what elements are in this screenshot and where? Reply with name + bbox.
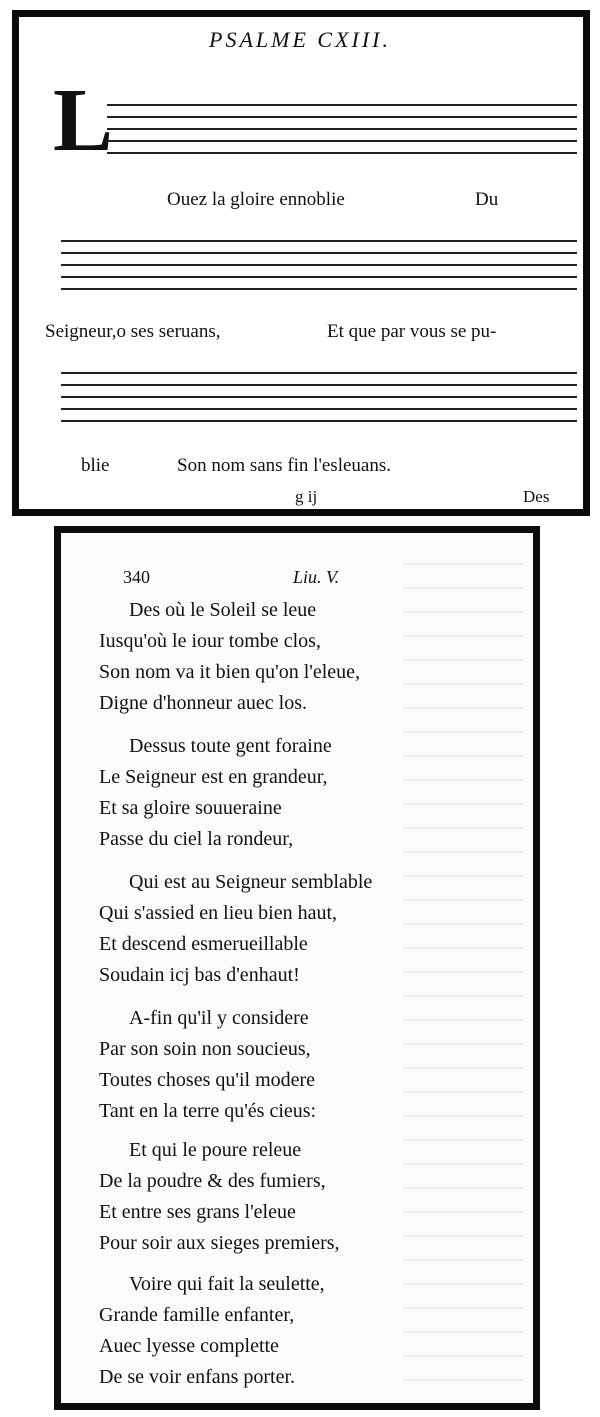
verse-line: Par son soin non soucieus, — [99, 1038, 311, 1060]
lyric-line-3b: Son nom sans fin l'esleuans. — [177, 455, 391, 476]
stanza-3 — [99, 867, 372, 991]
lyric-line-2a: Seigneur,o ses seruans, — [45, 321, 221, 342]
stanza-4 — [99, 1003, 316, 1127]
lyric-line-1-end: Du — [475, 189, 499, 210]
verse-line: Et sa gloire souueraine — [99, 797, 282, 819]
stanza-6 — [99, 1269, 325, 1393]
verse-line: Dessus toute gent foraine — [129, 735, 332, 757]
stanza-5 — [99, 1135, 340, 1259]
running-head: Liu. V. — [293, 567, 340, 587]
music-page — [12, 10, 590, 516]
verse-line: Tant en la terre qu'és cieus: — [99, 1100, 317, 1122]
lyric-line-1: Ouez la gloire ennoblie — [167, 189, 345, 210]
signature-mark: g ij — [295, 487, 318, 506]
lyric-line-3a: blie — [81, 455, 110, 476]
verse-line: Iusqu'où le iour tombe clos, — [99, 630, 321, 652]
verse-line: De la poudre & des fumiers, — [99, 1170, 326, 1192]
folio-number: 340 — [123, 567, 150, 587]
verse-line: Son nom va it bien qu'on l'eleue, — [99, 661, 361, 683]
verse-line: Pour soir aux sieges premiers, — [99, 1232, 340, 1254]
verse-line: Voire qui fait la seulette, — [129, 1273, 325, 1295]
verse-line: Des où le Soleil se leue — [129, 599, 317, 621]
music-staff-2 — [61, 231, 577, 295]
verse-line: Qui est au Seigneur semblable — [129, 871, 373, 893]
verse-line: Toutes choses qu'il modere — [99, 1069, 316, 1091]
verse-line: Et descend esmerueillable — [99, 933, 308, 955]
music-staff-3 — [61, 363, 577, 427]
psalm-title: PSALME CXIII. — [209, 27, 391, 52]
verse-line: Passe du ciel la rondeur, — [99, 828, 294, 850]
catchword: Des — [523, 487, 550, 506]
stanza-2 — [99, 731, 332, 855]
stanza-1 — [99, 595, 360, 719]
verse-line: De se voir enfans porter. — [99, 1366, 296, 1388]
verse-line: Auec lyesse complette — [99, 1335, 279, 1357]
drop-cap: L — [53, 71, 114, 170]
music-staff-1 — [107, 95, 577, 159]
verse-line: Qui s'assied en lieu bien haut, — [99, 902, 337, 924]
verse-line: Et entre ses grans l'eleue — [99, 1201, 296, 1223]
verse-line: Digne d'honneur auec los. — [99, 692, 307, 714]
bleed-through-text — [403, 563, 523, 1393]
lyric-line-2b: Et que par vous se pu- — [327, 321, 497, 342]
verse-line: Et qui le poure releue — [129, 1139, 302, 1161]
verse-line: Soudain icj bas d'enhaut! — [99, 964, 300, 986]
verse-line: Le Seigneur est en grandeur, — [99, 766, 328, 788]
verse-line: A-fin qu'il y considere — [129, 1007, 309, 1029]
text-page — [54, 526, 540, 1410]
verse-line: Grande famille enfanter, — [99, 1304, 295, 1326]
